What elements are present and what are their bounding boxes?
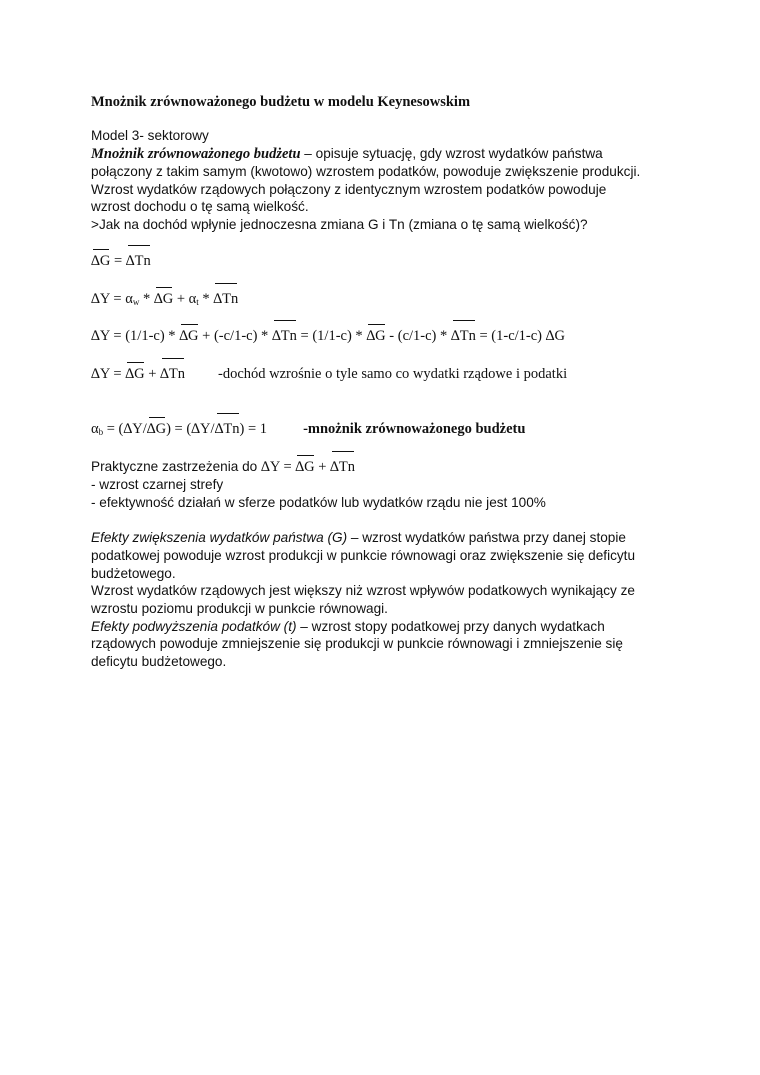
delta-tn-term: ∆Tn [213,291,239,307]
delta-g-term: ∆G [366,328,386,344]
definition-line-4: wzrost dochodu o tę samą wielkość. [91,199,309,214]
balanced-budget-multiplier-label: -mnożnik zrównoważonego budżetu [303,421,526,437]
delta-g-term: ∆G [295,459,315,475]
definition-line-3: Wzrost wydatków rządowych połączony z identycznym wzrostem podatków powoduje [91,182,607,197]
delta-tn-term: ∆Tn [125,253,151,269]
delta-tn-term: ∆Tn [450,328,476,344]
effects-t-term: Efekty podwyższenia podatków (t) [91,619,297,634]
document-title: Mnożnik zrównoważonego budżetu w modelu Keynesowskim [91,94,471,110]
reservation-item-1: - wzrost czarnej strefy [91,477,224,492]
delta-g-term: ∆G [179,328,199,344]
effects-g-line-4: Wzrost wydatków rządowych jest większy niż wzrost wpływów podatkowych wynikający ze [91,583,635,598]
delta-g-term: ∆G [153,291,174,307]
effects-t-line-3: deficytu budżetowego. [91,654,227,669]
delta-g-term: ∆G [146,421,167,437]
question-line: >Jak na dochód wpłynie jednoczesna zmiana G i Tn (zmiana o tę samą wielkość)? [91,217,588,232]
delta-tn-term: ∆Tn [214,421,240,437]
equation-2: $\Delta Y = \alpha_w * \Delta G + \alpha_t * \Delta Tn$ [91,291,239,307]
reservation-item-2: - efektywność działań w sferze podatków lub wydatków rządu nie jest 100% [91,495,546,510]
definition-text-1: – opisuje sytuację, gdy wzrost wydatków państwa [300,146,603,161]
model-label: Model 3- sektorowy [91,128,209,143]
equation-3: ∆Y = (1/1-c) * ∆G + (-c/1-c) * ∆Tn = (1/1-c) * ∆G - (c/1-c) * ∆Tn = (1-c/1-c) ∆G [91,328,565,344]
definition-line-2: połączony z takim samym (kwotowo) wzrostem podatków, powoduje zwiększenie produkcji. [91,164,641,179]
equation-1: ∆G = ∆Tn [91,253,151,269]
delta-tn-term: ∆Tn [271,328,297,344]
equation-5: $\alpha_b = (\Delta Y/\Delta G) = (\Delta Y/\Delta Tn) = 1$ -mnożnik zrównoważonego budżetu [91,421,526,437]
delta-tn-term: ∆Tn [160,366,185,382]
effects-t-line-1: Efekty podwyższenia podatków (t) – wzrost stopy podatkowej przy danych wydatkach [91,619,605,634]
effects-g-line-5: wzrostu poziomu produkcji w punkcie równowagi. [91,601,388,616]
effects-t-line-2: rządowych powoduje zmniejszenie się produkcji w punkcie równowagi i zmniejszenie się [91,636,623,651]
effects-g-line-1: Efekty zwiększenia wydatków państwa (G) – wzrost wydatków państwa przy danej stopie [91,530,626,545]
effects-g-line-2: podatkowej powoduje wzrost produkcji w punkcie równowagi oraz zwiększenie się deficytu [91,548,636,563]
delta-g-term: ∆G [125,366,145,382]
definition-term: Mnożnik zrównoważonego budżetu [91,146,301,162]
effects-g-line-3: budżetowego. [91,566,176,581]
reservations-heading: Praktyczne zastrzeżenia do ∆Y = ∆G + ∆Tn [91,459,356,475]
definition-line-1 [91,145,603,163]
delta-tn-term: ∆Tn [330,459,356,475]
delta-g-term: ∆G [91,253,111,269]
equation-4: ∆Y = ∆G + ∆Tn -dochód wzrośnie o tyle samo co wydatki rządowe i podatki [91,366,568,382]
effects-g-term: Efekty zwiększenia wydatków państwa (G) [91,530,348,545]
equation-4-comment: -dochód wzrośnie o tyle samo co wydatki rządowe i podatki [218,366,568,382]
